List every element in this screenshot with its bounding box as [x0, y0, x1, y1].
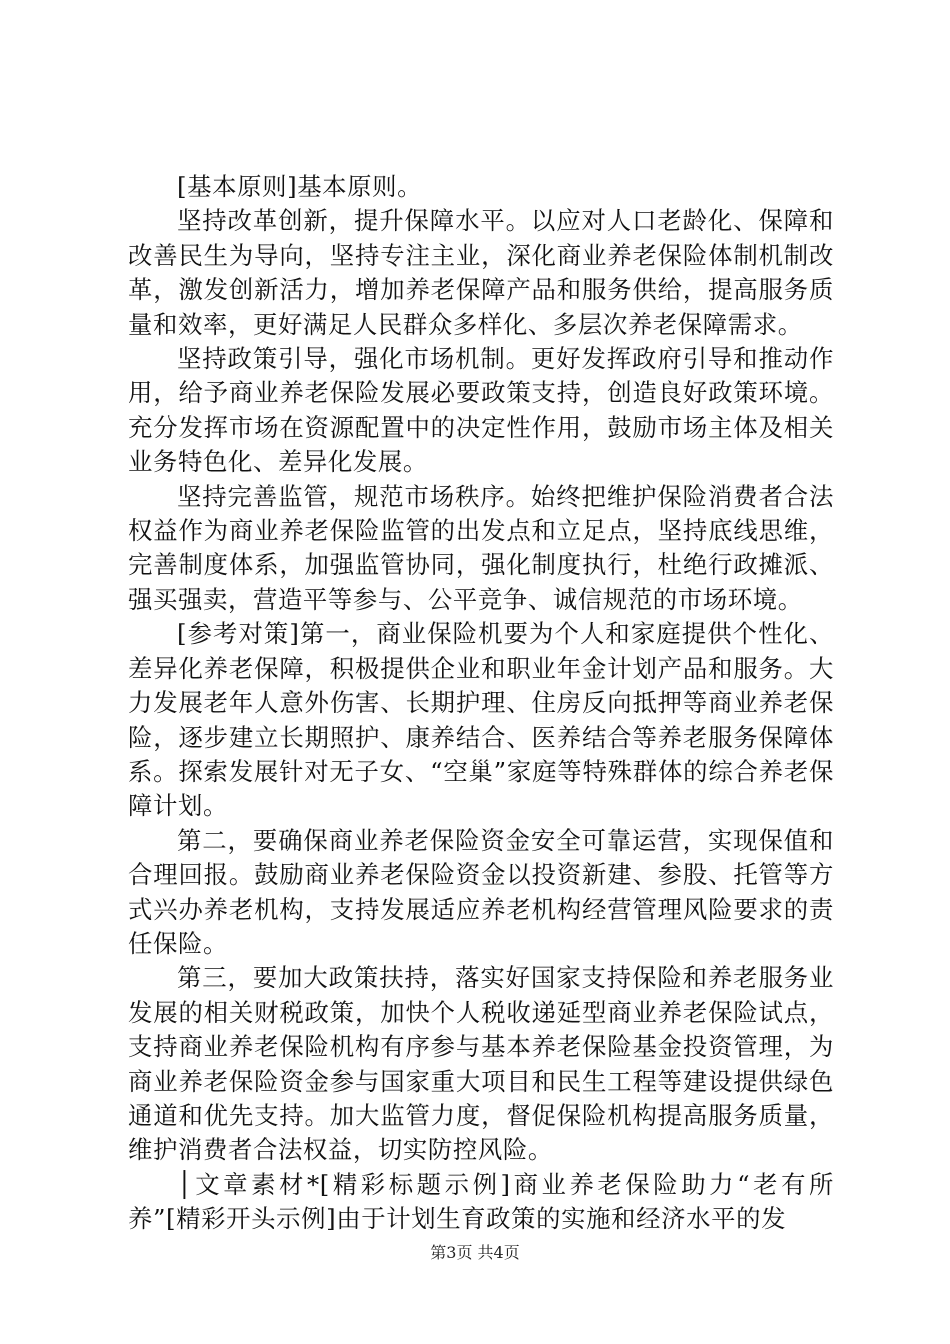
paragraph-basic-principles: [基本原则]基本原则。 [177, 172, 423, 201]
paragraph-reform-innovation: 坚持改革创新，提升保障水平。以应对人口老龄化、保障和改善民生为导向，坚持专注主业，深化商业养老保险体制机制改革，激发创新活力，增加养老保障产品和服务供给，提高服务质量和效率，更好满足人民群众多样化、多层次养老保障需求。 [128, 206, 834, 339]
paragraph-countermeasure-first: [参考对策]第一，商业保险机要为个人和家庭提供个性化、差异化养老保障，积极提供企业和职业年金计划产品和服务。大力发展老年人意外伤害、长期护理、住房反向抵押等商业养老保险，逐步建立长期照护、康养结合、医养结合等养老服务保障体系。探索发展针对无子女、“空巢”家庭等特殊群体的综合养老保障计划。 [128, 619, 834, 821]
paragraph-countermeasure-third: 第三，要加大政策扶持，落实好国家支持保险和养老服务业发展的相关财税政策，加快个人税收递延型商业养老保险试点，支持商业养老保险机构有序参与基本养老保险基金投资管理，为商业养老保险资金参与国家重大项目和民生工程等建设提供绿色通道和优先支持。加大监管力度，督促保险机构提高服务质量，维护消费者合法权益，切实防控风险。 [128, 963, 834, 1165]
document-body [128, 170, 834, 1237]
paragraph-countermeasure-second: 第二，要确保商业养老保险资金安全可靠运营，实现保值和合理回报。鼓励商业养老保险资金以投资新建、参股、托管等方式兴办养老机构，支持发展适应养老机构经营管理风险要求的责任保险。 [128, 825, 834, 958]
paragraph-article-material: │文章素材*[精彩标题示例]商业养老保险助力“老有所养”[精彩开头示例]由于计划生育政策的实施和经济水平的发 [128, 1169, 834, 1234]
paragraph-supervision: 坚持完善监管，规范市场秩序。始终把维护保险消费者合法权益作为商业养老保险监管的出发点和立足点，坚持底线思维，完善制度体系，加强监管协同，强化制度执行，杜绝行政摊派、强买强卖，营造平等参与、公平竞争、诚信规范的市场环境。 [128, 481, 834, 614]
paragraph-policy-guidance: 坚持政策引导，强化市场机制。更好发挥政府引导和推动作用，给予商业养老保险发展必要政策支持，创造良好政策环境。充分发挥市场在资源配置中的决定性作用，鼓励市场主体及相关业务特色化、差异化发展。 [128, 344, 834, 477]
page-number-footer: 第3页 共4页 [430, 1243, 520, 1262]
